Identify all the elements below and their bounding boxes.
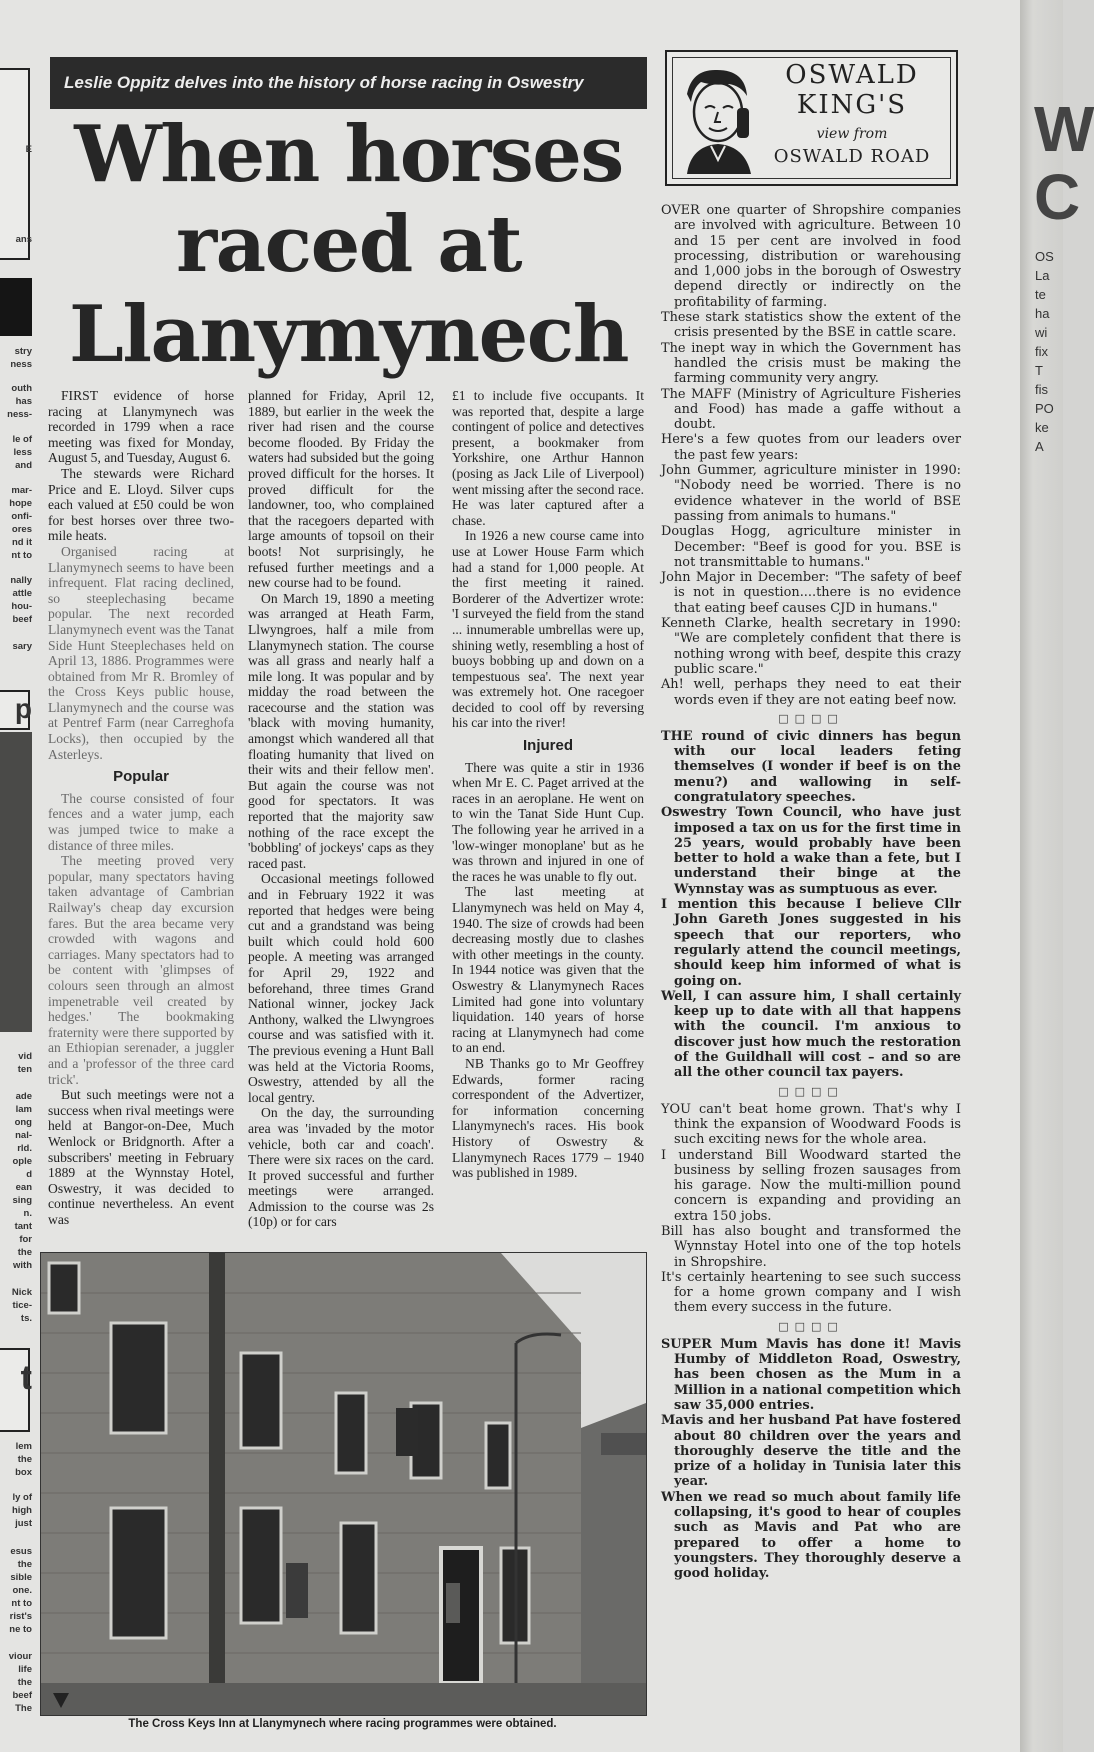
article-kicker: Leslie Oppitz delves into the history of horse racing in Oswestry [50, 57, 647, 109]
column-paragraph: Well, I can assure him, I shall certainly keep up to date with all that happens with the council. I'm anxious to discover just how much the restoration of the Guildhall will cost – and so are all the other council tax payers. [661, 988, 961, 1081]
column-paragraph: Oswestry Town Council, who have just imposed a tax on us for the first time in 25 years, would probably have been better to hold a wake than a fete, but I understand their binge at the Wynnstay was as sumptuous as ever. [661, 805, 961, 897]
opinion-column [661, 203, 961, 1582]
article-paragraph: FIRST evidence of horse racing at Llanymynech was recorded in 1799 when a race meeting was fixed for Monday, August 5, and Tuesday, August 6. [48, 388, 234, 466]
left-fragment: box [15, 1467, 32, 1478]
column-paragraph: I understand Bill Woodward started the business by selling frozen sausages from his garage. Now the multi-million pound concern is expanding and providing an extra 150 jobs. [661, 1147, 961, 1224]
left-fragment: sary [12, 641, 32, 652]
right-fragment-letter: W [1034, 93, 1094, 165]
logo-line-oswald-road: OSWALD ROAD [773, 146, 931, 167]
left-fragment: hope [9, 498, 32, 509]
article-paragraph: planned for Friday, April 12, 1889, but earlier in the week the river had risen and the course become flooded. By Friday the waters had subsided but the going proved difficult for the horses. It proved difficult for the landowner, too, who complained that the racegoers departed with large amounts of topsoil on their boots! Not surprisingly, he refused further meetings and a new course had to be found. [248, 388, 434, 591]
left-fragment: esus [10, 1546, 32, 1557]
right-fragment: A [1035, 439, 1044, 454]
left-fragment: n. [23, 1208, 32, 1219]
headline-line: Llanymynech [69, 289, 628, 380]
article-paragraph: The stewards were Richard Price and E. Lloyd. Silver cups each valued at £50 could be won for best horses over three two-mile heats. [48, 465, 234, 544]
article-column-2 [248, 388, 434, 1230]
headline-line: raced at [175, 199, 522, 290]
left-fragment: and [15, 460, 32, 471]
column-paragraph: THE round of civic dinners has begun with our local leaders feting themselves (I wonder if beef is on the menu?) and wallowing in self-congratulatory speeches. [661, 728, 961, 805]
logo-line-view-from: view from [816, 126, 888, 142]
left-fragment: beef [12, 1690, 32, 1701]
left-fragment: The [15, 1703, 32, 1714]
column-paragraph: The inept way in which the Government has handled the crisis must be making the farming community very angry. [661, 340, 961, 387]
left-fragment: attle [12, 588, 32, 599]
column-paragraph: Kenneth Clarke, health secretary in 1990: "We are completely confident that there is nothing wrong with beef, despite this crazy public scare." [661, 616, 961, 677]
left-fragment: d [26, 1169, 32, 1180]
left-fragment: less [13, 447, 32, 458]
article-column-1 [48, 388, 234, 1227]
left-fragment: the [17, 1559, 32, 1570]
left-box-outline [0, 68, 30, 260]
left-fragment: beef [12, 614, 32, 625]
column-paragraph: Ah! well, perhaps they need to eat their words even if they are not eating beef now. [661, 677, 961, 708]
left-fragment: lam [15, 1104, 32, 1115]
left-fragment: mar- [11, 485, 32, 496]
left-fragment: nd it [11, 537, 32, 548]
left-fragment: nally [10, 575, 32, 586]
logo-line-oswald: OSWALD [785, 60, 919, 90]
left-fragment: sing [12, 1195, 32, 1206]
left-fragment: ten [17, 1064, 32, 1075]
left-fragment: stry [14, 346, 32, 357]
left-fragment: for [19, 1234, 32, 1245]
article-paragraph: But such meetings were not a success when rival meetings were held at Bangor-on-Dee, Much Wenlock or Bridgnorth. After a subscribers' meeting in February 1889 at the Wynnstay Hotel, Oswestry, it was decided to continue nevertheless. An event was [48, 1087, 234, 1227]
left-fragment: ans [15, 234, 32, 245]
left-fragment: tice- [12, 1300, 32, 1311]
section-divider: □□□□ [778, 1084, 844, 1098]
column-paragraph: The MAFF (Ministry of Agriculture Fisheries and Food) has made a gaffe without a doubt. [661, 386, 961, 433]
article-headline [50, 110, 647, 380]
left-fragment: has [15, 396, 32, 407]
column-paragraph: John Major in December: "The safety of beef is not in question....there is no evidence that eating beef causes CJD in humans." [661, 570, 961, 616]
column-paragraph: John Gummer, agriculture minister in 1990: "Nobody need be worried. There is no evidence whatever in the world of BSE passing from animals to humans." [661, 463, 961, 524]
headline-line: When horses [74, 109, 623, 200]
left-fragment: rld. [17, 1143, 32, 1154]
left-fragment: ade [15, 1091, 32, 1102]
section-divider: □□□□ [778, 1319, 844, 1333]
left-fragment: ores [11, 524, 32, 535]
article-paragraph: £1 to include five occupants. It was reported that, despite a large contingent of police and detectives present, a bookmaker from Yorkshire, one Arthur Hannon (posing as Jack Lile of Liverpool) went missing after the second race. He was later captured after a chase. [452, 388, 644, 528]
section-divider: □□□□ [778, 711, 844, 725]
left-fragment: p [14, 693, 32, 724]
left-fragment: ean [15, 1182, 32, 1193]
column-paragraph: It's certainly heartening to see such success for a home grown company and I wish them every success in the future. [661, 1269, 961, 1316]
adjacent-page-right-strip [1020, 0, 1094, 1752]
article-column-3 [452, 388, 644, 1181]
left-fragment: nt to [11, 1598, 32, 1609]
column-paragraph: Douglas Hogg, agriculture minister in December: "Beef is good for you. BSE is not transmittable to humans." [661, 524, 961, 570]
left-fragment: hou- [11, 601, 32, 612]
column-paragraph: I mention this because I believe Cllr John Gareth Jones suggested in his speech that our reporters, who regularly attend the council meetings, should keep him informed of what is going on. [661, 897, 961, 989]
left-fragment: the [17, 1677, 32, 1688]
left-fragment: viour [8, 1651, 32, 1662]
right-fragment: PO [1035, 401, 1054, 416]
left-fragment: onfi- [11, 511, 32, 522]
left-photo-edge [0, 732, 32, 1032]
left-fragment: Nick [11, 1287, 32, 1298]
columnist-portrait-icon [677, 64, 757, 174]
column-paragraph: YOU can't beat home grown. That's why I think the expansion of Woodward Foods is such exciting news for the whole area. [661, 1101, 961, 1148]
article-paragraph: The course consisted of four fences and a water jump, each was jumped twice to make a distance of three miles. [48, 790, 234, 853]
left-fragment: sible [10, 1572, 32, 1583]
left-fragment: the [17, 1247, 32, 1258]
left-fragment: just [15, 1518, 32, 1529]
column-paragraph: When we read so much about family life collapsing, it's good to hear of couples such as Mavis and Pat who are prepared to offer a home to youngsters. They thoroughly deserve a good holiday. [661, 1489, 961, 1582]
left-fragment: ness- [7, 409, 32, 420]
article-paragraph: Organised racing at Llanymynech seems to have been infrequent. Flat racing declined, so steeplechasing became popular. The next recorded Llanymynech event was the Tanat Side Hunt Steeplechases held on April 13, 1886. Programmes were obtained from Mr R. Bromley of the Cross Keys public house, Llanymynech and the course was at Pentref Farm (near Carreghofa Locks), then occupied by the Asterleys. [48, 543, 234, 762]
left-fragment: t [20, 1359, 32, 1397]
oswald-king-logo [665, 50, 958, 186]
left-fragment: ly of [12, 1492, 32, 1503]
right-fragment: fix [1035, 344, 1048, 359]
left-fragment: lem [15, 1441, 32, 1452]
left-fragment: with [13, 1260, 32, 1271]
column-paragraph: SUPER Mum Mavis has done it! Mavis Humby of Middleton Road, Oswestry, has been chosen as the Mum in a Million in a national competition which saw 35,000 entries. [661, 1336, 961, 1413]
left-fragment: ts. [20, 1313, 32, 1324]
left-fragment: high [11, 1505, 32, 1516]
article-paragraph: There was quite a stir in 1936 when Mr E. C. Paget arrived at the races in an aeroplane. He went on to win the Tanat Side Hunt Cup. The following year he arrived in a 'low-winger monoplane' but as he was thrown and injured in one of the races he was unable to fly out. [452, 759, 644, 884]
left-fragment: ne to [9, 1624, 32, 1635]
right-fragment: ke [1035, 420, 1049, 435]
column-paragraph: Bill has also bought and transformed the Wynnstay Hotel into one of the top hotels in Shropshire. [661, 1224, 961, 1270]
left-fragment: vid [18, 1051, 32, 1062]
right-fragment: te [1035, 287, 1046, 302]
left-fragment: rist's [9, 1611, 32, 1622]
left-fragment: nt to [11, 550, 32, 561]
right-fragment: OS [1035, 249, 1054, 264]
article-paragraph: On March 19, 1890 a meeting was arranged at Heath Farm, Llwyngroes, half a mile from Llanymynech station. The course was all grass and nearly half a mile long. It was popular and by midday the road between the racecourse and the station was 'black with moving humanity, amongst which wandered all that floating humanity that lived on their wits and their fellow men'. But again the course was not good for spectators. It was reported that the majority saw nothing of the race except the 'bobbling' of jockeys' caps as they raced past. [248, 590, 434, 871]
logo-line-kings: KING'S [796, 90, 908, 120]
building-illustration [41, 1253, 646, 1715]
article-paragraph: Occasional meetings followed and in February 1922 it was reported that hedges were being cut and a grandstand was being built which could hold 600 people. A meeting was arranged for April 29, 1922 and beforehand, three times Grand National winner, jockey Jack Anthony, walked the Llwyngroes course and was satisfied with it. The previous evening a Hunt Ball was held at the Victoria Rooms, Oswestry, attended by all the local gentry. [248, 871, 434, 1105]
column-paragraph: These stark statistics show the extent of the crisis presented by the BSE in cattle scare. [661, 310, 961, 341]
article-paragraph: NB Thanks go to Mr Geoffrey Edwards, former racing correspondent of the Advertizer, for information concerning Llanymynech's races. His book History of Oswestry & Llanymynech Races 1779 – 1940 was published in 1989. [452, 1055, 644, 1181]
column-paragraph: Mavis and her husband Pat have fostered about 80 children over the years and thoroughly deserve the title and the prize of a holiday in Tunisia later this year. [661, 1413, 961, 1490]
article-paragraph: The last meeting at Llanymynech was held on May 4, 1940. The size of crowds had been decreasing mostly due to clashes with other meetings in the county. In 1944 notice was given that the Oswestry & Llanymynech Races Limited had gone into voluntary liquidation. 140 years of horse racing at Llanymynech had come to an end. [452, 884, 644, 1056]
left-fragment: ong [14, 1117, 32, 1128]
adjacent-page-left-strip [0, 0, 42, 1752]
column-paragraph: OVER one quarter of Shropshire companies are involved with agriculture. Between 10 and 15 per cent are involved in food processing, distribution or warehousing and 1,000 jobs in the borough of Oswestry depend directly or indirectly on the profitability of farming. [661, 203, 961, 310]
left-fragment: life [18, 1664, 32, 1675]
column-paragraph: Here's a few quotes from our leaders over the past few years: [661, 432, 961, 463]
right-fragment: T [1035, 363, 1043, 378]
article-paragraph: The meeting proved very popular, many spectators having taken advantage of Cambrian Railway's cheap day excursion fares. But the area became very crowded with wagons and carriages. Many spectators had to be content with 'glimpses of colours seen through an almost impenetrable veil created by hedges.' The bookmaking fraternity were there supported by an Ethiopian serenader, a juggler and a 'professor of the three card trick'. [48, 853, 234, 1087]
cross-keys-inn-photo [40, 1252, 647, 1716]
right-fragment: wi [1035, 325, 1048, 340]
subhead-popular: Popular [113, 768, 169, 786]
article-paragraph: In 1926 a new course came into use at Lower House Farm which had a stand for 1,000 people. At the first meeting it rained. Borderer of the Advertizer wrote: 'I surveyed the field from the stand ... innumerable umbrellas were up, shining wetly, resembling a host of buoys bobbing up and down on a tempestuous sea'. The next year was extremely hot. One racegoer decided to cool off by reversing his car into the river! [452, 528, 644, 731]
article-paragraph: On the day, the surrounding area was 'invaded by the motor vehicle, both car and coach'. There were six races on the card. It proved successful and further meetings were arranged. Admission to the course was 2s (10p) or for cars [248, 1105, 434, 1230]
left-fragment: ness [10, 359, 32, 370]
left-black-block [0, 278, 32, 336]
left-fragment: tant [14, 1221, 32, 1232]
subhead-injured: Injured [522, 737, 573, 755]
left-fragment: ople [12, 1156, 32, 1167]
photo-caption: The Cross Keys Inn at Llanymynech where racing programmes were obtained. [128, 1718, 557, 1730]
left-fragment: the [17, 1454, 32, 1465]
right-fragment: ha [1035, 306, 1050, 321]
left-fragment: le of [12, 434, 32, 445]
left-fragment: nal- [15, 1130, 32, 1141]
left-fragment: E [25, 144, 32, 155]
right-fragment: fis [1035, 382, 1048, 397]
right-fragment-letter: C [1034, 161, 1081, 233]
left-fragment: outh [11, 383, 32, 394]
right-fragment: La [1035, 268, 1050, 283]
left-fragment: one. [12, 1585, 32, 1596]
